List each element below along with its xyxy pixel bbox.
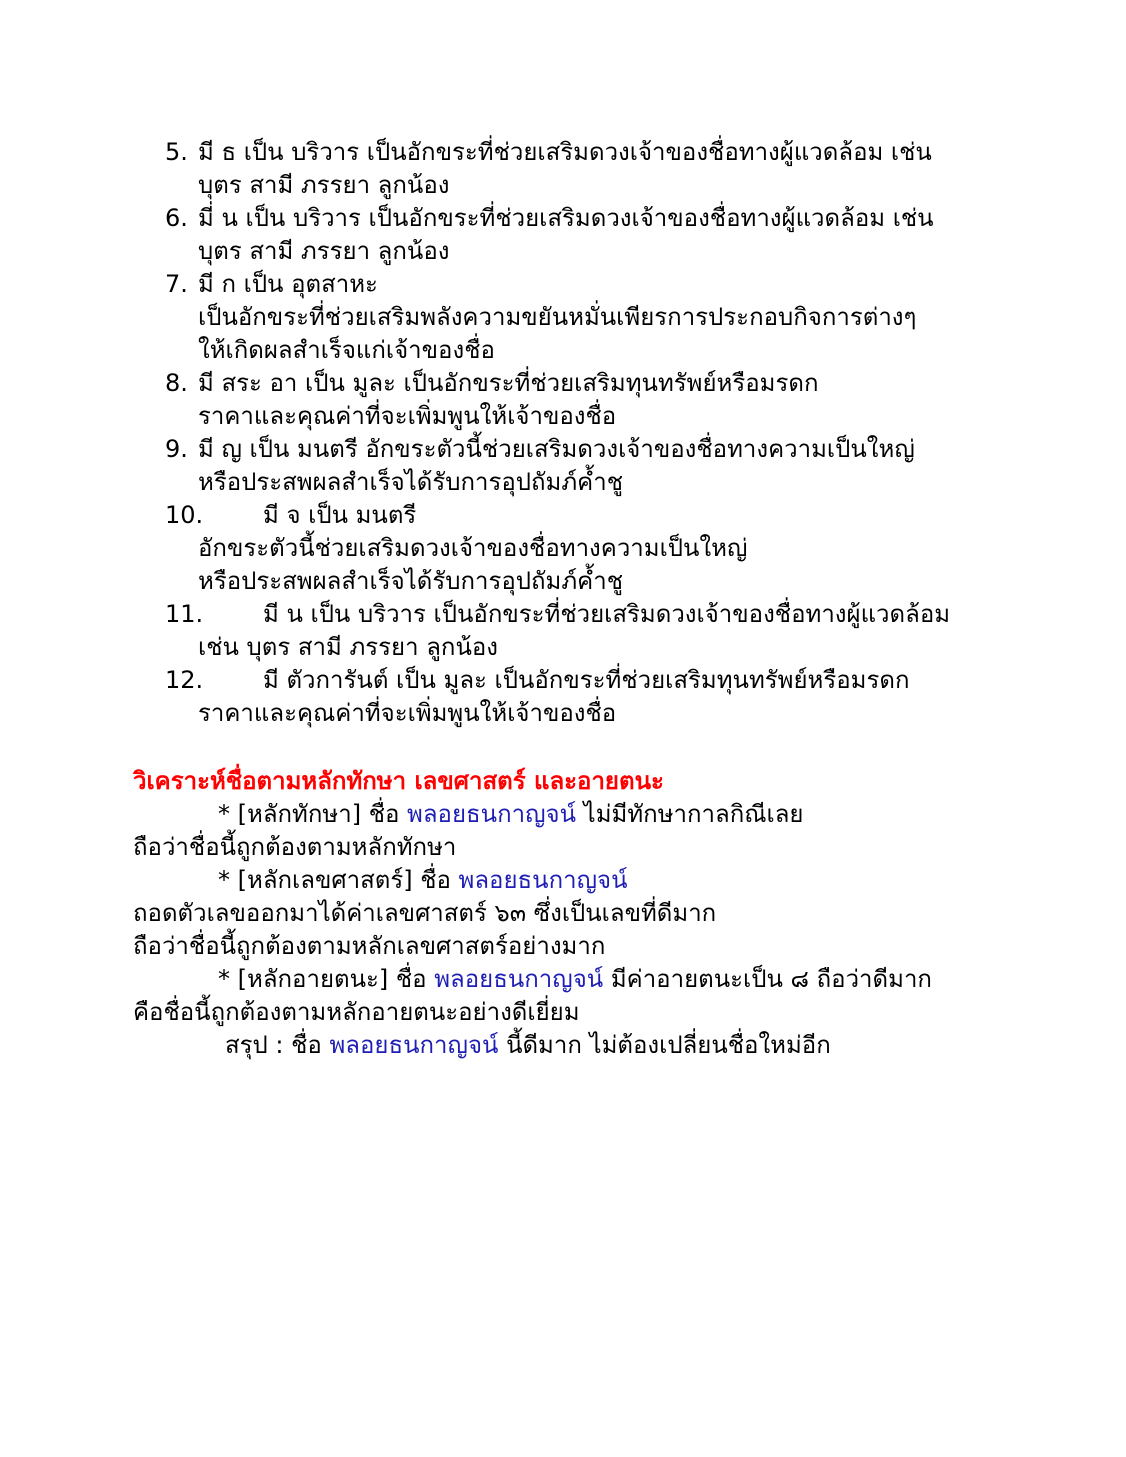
item-number: 10. xyxy=(165,501,204,529)
item-line: มี ธ เป็น บริวาร เป็นอักขระที่ช่วยเสริมดวงเจ้าของชื่อทางผู้แวดล้อม เช่น xyxy=(198,138,932,166)
item-line: อักขระตัวนี้ช่วยเสริมดวงเจ้าของชื่อทางความเป็นใหญ่ xyxy=(198,534,748,562)
list-item xyxy=(165,433,1065,499)
item-line: บุตร สามี ภรรยา ลูกน้อง xyxy=(198,237,450,265)
item-line: มี น เป็น บริวาร เป็นอักขระที่ช่วยเสริมดวงเจ้าของชื่อทางผู้แวดล้อม xyxy=(263,600,951,628)
list-item xyxy=(165,598,1065,664)
name-highlight: พลอยธนกาญจน์ xyxy=(458,866,628,894)
name-analysis xyxy=(133,765,1083,1062)
ayatana-conclusion: คือชื่อนี้ถูกต้องตามหลักอายตนะอย่างดีเยี่ยม xyxy=(133,998,580,1026)
list-item xyxy=(165,367,1065,433)
list-item xyxy=(165,499,1065,598)
item-line: มี ตัวการันต์ เป็น มูละ เป็นอักขระที่ช่วยเสริมทุนทรัพย์หรือมรดก xyxy=(263,666,910,694)
item-number: 7. xyxy=(165,270,188,298)
list-item xyxy=(165,268,1065,367)
item-line: มี จ เป็น มนตรี xyxy=(263,501,417,529)
item-line: หรือประสพผลสำเร็จได้รับการอุปถัมภ์ค้ำชู xyxy=(198,468,623,496)
item-line: ราคาและคุณค่าที่จะเพิ่มพูนให้เจ้าของชื่อ xyxy=(198,699,617,727)
item-number: 9. xyxy=(165,435,188,463)
item-line: มี สระ อา เป็น มูละ เป็นอักขระที่ช่วยเสริมทุนทรัพย์หรือมรดก xyxy=(198,369,819,397)
list-item xyxy=(165,664,1065,730)
name-highlight: พลอยธนกาญจน์ xyxy=(434,965,604,993)
item-line: มี ก เป็น อุตสาหะ xyxy=(198,270,378,298)
item-line: เช่น บุตร สามี ภรรยา ลูกน้อง xyxy=(198,633,498,661)
summary-line: สรุป : ชื่อ พลอยธนกาญจน์ นี้ดีมาก ไม่ต้องเปลี่ยนชื่อใหม่อีก xyxy=(225,1031,831,1059)
list-item xyxy=(165,202,1065,268)
taksa-line: * [หลักทักษา] ชื่อ พลอยธนกาญจน์ ไม่มีทักษากาลกิณีเลย xyxy=(218,800,804,828)
ayatana-line: * [หลักอายตนะ] ชื่อ พลอยธนกาญจน์ มีค่าอายตนะเป็น ๘ ถือว่าดีมาก xyxy=(218,965,932,993)
list-item xyxy=(165,136,1065,202)
item-number: 11. xyxy=(165,600,204,628)
item-line: หรือประสพผลสำเร็จได้รับการอุปถัมภ์ค้ำชู xyxy=(198,567,623,595)
numerology-value: ถอดตัวเลขออกมาได้ค่าเลขศาสตร์ ๖๓ ซึ่งเป็นเลขที่ดีมาก xyxy=(133,899,717,927)
item-line: เป็นอักขระที่ช่วยเสริมพลังความขยันหมั่นเพียรการประกอบกิจการต่างๆ xyxy=(198,303,917,331)
item-number: 5. xyxy=(165,138,188,166)
attribute-list xyxy=(165,136,1065,730)
item-line: ราคาและคุณค่าที่จะเพิ่มพูนให้เจ้าของชื่อ xyxy=(198,402,617,430)
name-highlight: พลอยธนกาญจน์ xyxy=(329,1031,499,1059)
item-number: 12. xyxy=(165,666,204,694)
item-line: มี่ น เป็น บริวาร เป็นอักขระที่ช่วยเสริมดวงเจ้าของชื่อทางผู้แวดล้อม เช่น xyxy=(198,204,934,232)
numerology-line: * [หลักเลขศาสตร์] ชื่อ พลอยธนกาญจน์ xyxy=(218,866,628,894)
item-line: มี ญ เป็น มนตรี อักขระตัวนี้ช่วยเสริมดวงเจ้าของชื่อทางความเป็นใหญ่ xyxy=(198,435,915,463)
item-number: 8. xyxy=(165,369,188,397)
item-number: 6. xyxy=(165,204,188,232)
name-highlight: พลอยธนกาญจน์ xyxy=(407,800,577,828)
taksa-conclusion: ถือว่าชื่อนี้ถูกต้องตามหลักทักษา xyxy=(133,833,457,861)
item-line: ให้เกิดผลสำเร็จแก่เจ้าของชื่อ xyxy=(198,336,495,364)
item-line: บุตร สามี ภรรยา ลูกน้อง xyxy=(198,171,450,199)
numerology-conclusion: ถือว่าชื่อนี้ถูกต้องตามหลักเลขศาสตร์อย่างมาก xyxy=(133,932,606,960)
analysis-heading: วิเคราะห์ชื่อตามหลักทักษา เลขศาสตร์ และอายตนะ xyxy=(133,767,664,795)
